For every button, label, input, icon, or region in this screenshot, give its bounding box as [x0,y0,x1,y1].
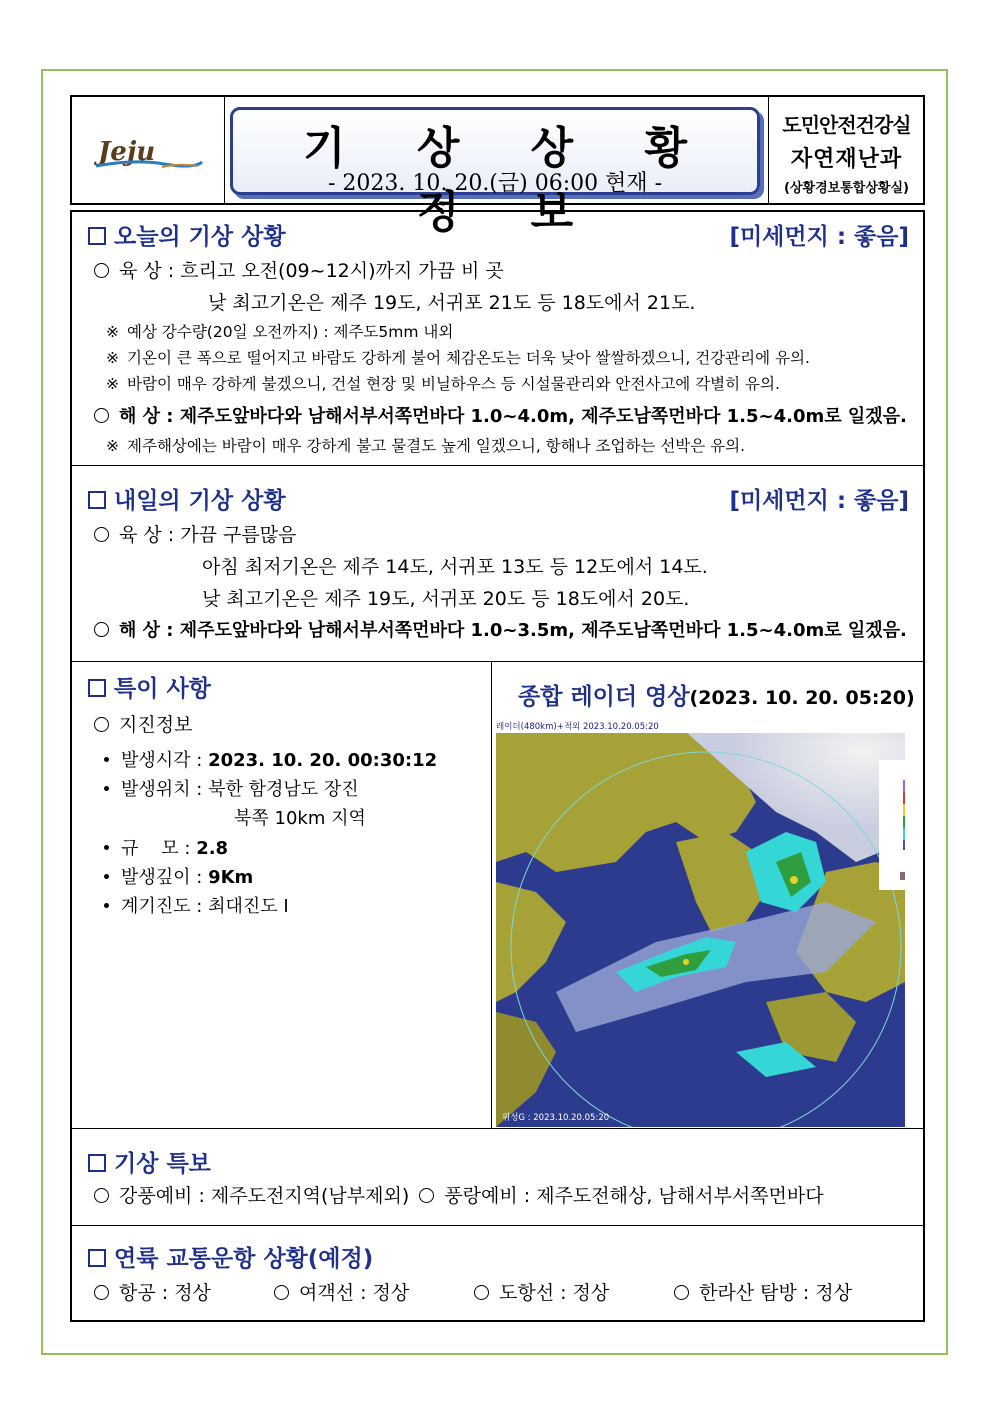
asterisk-icon: ※ [106,437,119,455]
dept-name-2: 자연재난과 [790,147,903,172]
transport-heading [88,1240,373,1273]
today-note-1-text: 예상 강수량(20일 오전까지) : 제주도5mm 내외 [127,323,454,341]
transport-air-text: 항공 : 정상 [119,1282,211,1304]
transport-air [94,1278,211,1305]
today-note-3-text: 바람이 매우 강하게 불겠으니, 건설 현장 및 비닐하우스 등 시설물관리와 안전사고에 각별히 유의. [127,375,780,393]
quake-item-location-2: 북쪽 10km 지역 [234,808,366,829]
dot-bullet-icon [104,845,109,850]
circle-bullet-icon [474,1285,489,1300]
special-heading-text: 특이 사항 [114,676,211,702]
quake-value: 9Km [208,867,254,888]
today-sea-text: 제주도앞바다와 남해서부서쪽먼바다 1.0~4.0m, 제주도남쪽먼바다 1.5~4.0m로 일겠음. [179,406,907,427]
today-dust: [미세먼지 : 좋음] [729,224,909,250]
transport-island-ferry [474,1278,609,1305]
tomorrow-land-label: 육 상 : [119,524,175,546]
warning-text-1: 강풍예비 : 제주도전지역(남부제외) [119,1185,410,1207]
today-note-2 [106,346,810,368]
title-box [230,107,760,238]
circle-bullet-icon [94,408,109,423]
today-sea-note [106,434,745,456]
transport-hallasan-text: 한라산 탐방 : 정상 [699,1282,852,1304]
radar-footer: 위성G : 2023.10.20.05:20 [502,1113,610,1123]
today-land-text2: 낮 최고기온은 제주 19도, 서귀포 21도 등 18도에서 21도. [208,292,696,314]
radar-time: (2023. 10. 20. 05:20) [689,687,915,709]
circle-bullet-icon [94,263,109,278]
warning-section [72,1129,923,1226]
warning-text-2: 풍랑예비 : 제주도전해상, 남해서부서쪽먼바다 [444,1185,824,1207]
checkbox-square-icon [88,679,106,697]
quake-title [94,710,192,737]
quake-label: 발생깊이 [121,867,191,888]
checkbox-square-icon [88,1154,106,1172]
circle-bullet-icon [94,527,109,542]
circle-bullet-icon [94,1285,109,1300]
checkbox-square-icon [88,1249,106,1267]
today-note-3 [106,372,780,394]
warning-heading [88,1145,211,1178]
transport-heading-text: 연륙 교통운항 상황(예정) [114,1246,374,1272]
tomorrow-section [72,466,923,662]
today-sea-note-text: 제주해상에는 바람이 매우 강하게 불고 물결도 높게 일겠으니, 항해나 조업하는 선박은 유의. [127,437,746,455]
quake-title-text: 지진정보 [119,714,193,736]
today-note-2-text: 기온이 큰 폭으로 떨어지고 바람도 강하게 불어 체감온도는 더욱 낮아 쌀쌀하겠으니, 건강관리에 유의. [127,349,810,367]
circle-bullet-icon [94,622,109,637]
transport-section [72,1226,923,1320]
tomorrow-heading [88,482,286,515]
radar-caption: 레이더(480km)+적외 2023.10.20.05:20 [496,722,905,733]
dot-bullet-icon [104,757,109,762]
quake-value: 최대진도 Ⅰ [208,896,289,917]
circle-bullet-icon [94,717,109,732]
quake-value: 2023. 10. 20. 00:30:12 [208,750,438,771]
tomorrow-land-line [94,520,296,547]
tomorrow-sea-label: 해 상 : [119,620,174,641]
today-note-1 [106,320,453,342]
page-subtitle: - 2023. 10. 20.(금) 06:00 현재 - [327,171,663,196]
quake-item-intensity: 계기진도 : 최대진도 Ⅰ [104,892,289,918]
today-land-text1: 흐리고 오전(09~12시)까지 가끔 비 곳 [180,260,504,282]
today-heading [88,218,286,251]
special-section [72,662,923,1129]
radar-title [518,678,915,711]
quake-item-time: 발생시각 : 2023. 10. 20. 00:30:12 [104,746,437,772]
tomorrow-sea-line [94,616,907,642]
circle-bullet-icon [274,1285,289,1300]
asterisk-icon: ※ [106,375,119,393]
special-left-column [72,662,492,1128]
tomorrow-land-text2: 아침 최저기온은 제주 14도, 서귀포 13도 등 12도에서 14도. [202,556,708,578]
page-title: 기 상 상 황 정 보 [303,123,715,238]
quake-label: 발생시각 [121,750,191,771]
asterisk-icon: ※ [106,349,119,367]
today-land-line [94,256,504,283]
transport-ferry-text: 여객선 : 정상 [299,1282,410,1304]
quake-value: 북한 함경남도 장진 [208,779,359,800]
quake-item-magnitude: 규 모 : 2.8 [104,834,228,860]
jeju-logo [94,133,204,173]
department-cell [768,97,924,203]
dept-name-1: 도민안전건강실 [782,113,911,137]
content-box [70,210,925,1322]
quake-value: 2.8 [196,838,229,859]
tomorrow-sea-text: 제주도앞바다와 남해서부서쪽먼바다 1.0~3.5m, 제주도남쪽먼바다 1.5~4.0m로 일겠음. [179,620,907,641]
asterisk-icon: ※ [106,323,119,341]
transport-island-ferry-text: 도항선 : 정상 [499,1282,610,1304]
quake-item-depth: 발생깊이 : 9Km [104,863,253,889]
checkbox-square-icon [88,227,106,245]
tomorrow-heading-text: 내일의 기상 상황 [114,488,286,514]
warning-line [94,1181,824,1208]
tomorrow-land-text1: 가끔 구름많음 [180,524,297,546]
radar-image [496,722,905,1127]
today-land-label: 육 상 : [119,260,175,282]
special-heading [88,670,211,703]
logo-cell [72,97,225,203]
dot-bullet-icon [104,786,109,791]
tomorrow-land-text3: 낮 최고기온은 제주 19도, 서귀포 20도 등 18도에서 20도. [202,588,690,610]
circle-bullet-icon [94,1188,109,1203]
quake-label: 발생위치 [121,779,191,800]
today-sea-label: 해 상 : [119,406,174,427]
today-section [72,212,923,466]
quake-label: 계기진도 [121,896,191,917]
dot-bullet-icon [104,903,109,908]
checkbox-square-icon [88,491,106,509]
circle-bullet-icon [674,1285,689,1300]
radar-title-text: 종합 레이더 영상 [518,684,690,710]
tomorrow-dust: [미세먼지 : 좋음] [729,488,909,514]
transport-hallasan [674,1278,852,1305]
warning-heading-text: 기상 특보 [114,1151,211,1177]
circle-bullet-icon [419,1188,434,1203]
dot-bullet-icon [104,874,109,879]
quake-item-location: 발생위치 : 북한 함경남도 장진 [104,775,359,801]
today-sea-line [94,402,907,428]
quake-label: 규 모 [121,838,179,859]
svg-text:Jeju: Jeju [98,137,156,167]
dept-name-3: (상황경보통합상황실) [784,181,909,196]
transport-ferry [274,1278,409,1305]
document [70,95,925,1322]
today-heading-text: 오늘의 기상 상황 [114,224,286,250]
